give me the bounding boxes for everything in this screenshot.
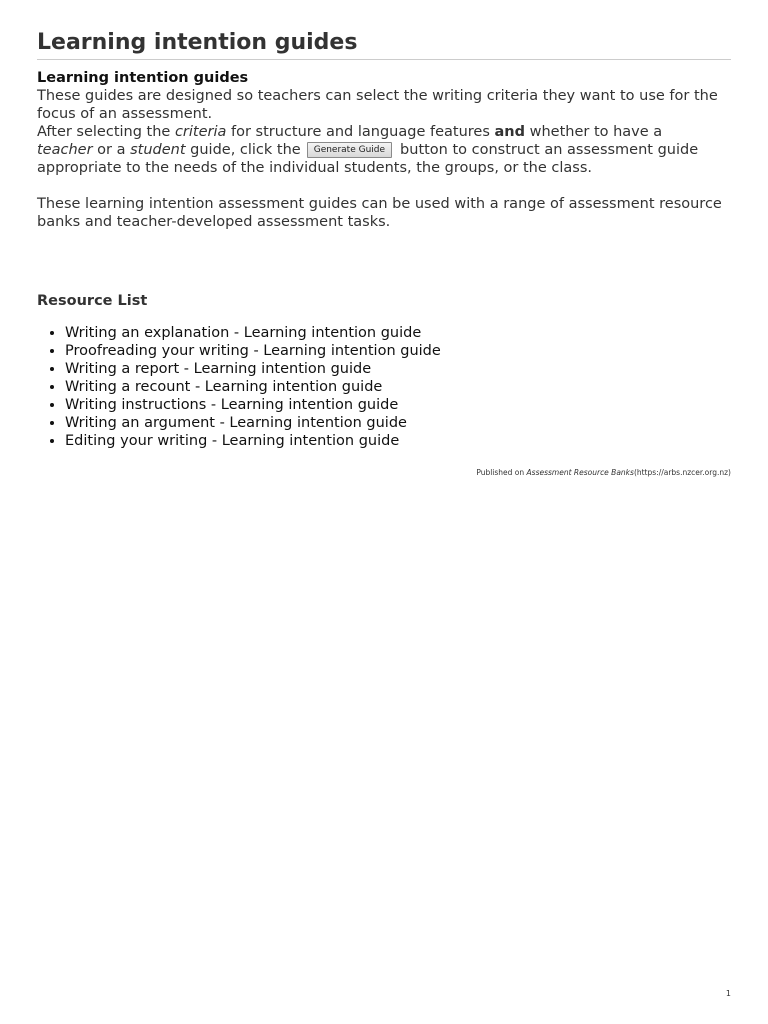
title-divider [37,59,731,60]
intro-section [37,69,731,231]
list-item [65,378,441,396]
published-on-footer [476,468,731,478]
list-item [65,360,441,378]
list-item [65,396,441,414]
criteria-emphasis: criteria [174,124,227,140]
intro-line-1: These guides are designed so teachers can select the writing criteria they want to use for the focus of an assessment. [37,88,718,122]
list-item [65,324,441,342]
list-item [65,414,441,432]
resource-link-report[interactable]: Writing a report - Learning intention guide [65,361,372,377]
intro-text-after-and: whether to have a [525,124,663,140]
intro-text-guide-click: guide, click the [185,142,301,158]
resource-link-recount[interactable]: Writing a recount - Learning intention guide [65,379,383,395]
resource-link-editing[interactable]: Editing your writing - Learning intention guide [65,433,400,449]
site-url[interactable]: (https://arbs.nzcer.org.nz) [633,468,731,477]
student-emphasis: student [130,142,186,158]
intro-text-or-a: or a [92,142,131,158]
resource-link-proofreading[interactable]: Proofreading your writing - Learning intention guide [65,343,441,359]
resource-link-argument[interactable]: Writing an argument - Learning intention guide [65,415,407,431]
resource-list [37,324,441,450]
resource-list-heading: Resource List [37,293,148,309]
published-prefix: Published on [476,468,527,477]
intro-line-2 [37,123,731,177]
site-name: Assessment Resource Banks [526,468,634,477]
intro-heading: Learning intention guides [37,70,249,86]
intro-text-after-criteria: for structure and language features [226,124,495,140]
page-title: Learning intention guides [37,30,358,55]
and-emphasis: and [494,124,525,140]
resource-link-instructions[interactable]: Writing instructions - Learning intention guide [65,397,399,413]
intro-text-after-button: button to construct an assessment guide appropriate to the needs of the individual students, the groups, or the class. [37,142,699,176]
teacher-emphasis: teacher [37,142,93,158]
list-item [65,432,441,450]
page-number: 1 [725,989,731,998]
generate-guide-button[interactable]: Generate Guide [307,142,392,158]
list-item [65,342,441,360]
intro-paragraph-2: These learning intention assessment guides can be used with a range of assessment resource banks and teacher-developed assessment tasks. [37,196,722,230]
resource-link-explanation[interactable]: Writing an explanation - Learning intention guide [65,325,422,341]
intro-text-before-criteria: After selecting the [37,124,175,140]
